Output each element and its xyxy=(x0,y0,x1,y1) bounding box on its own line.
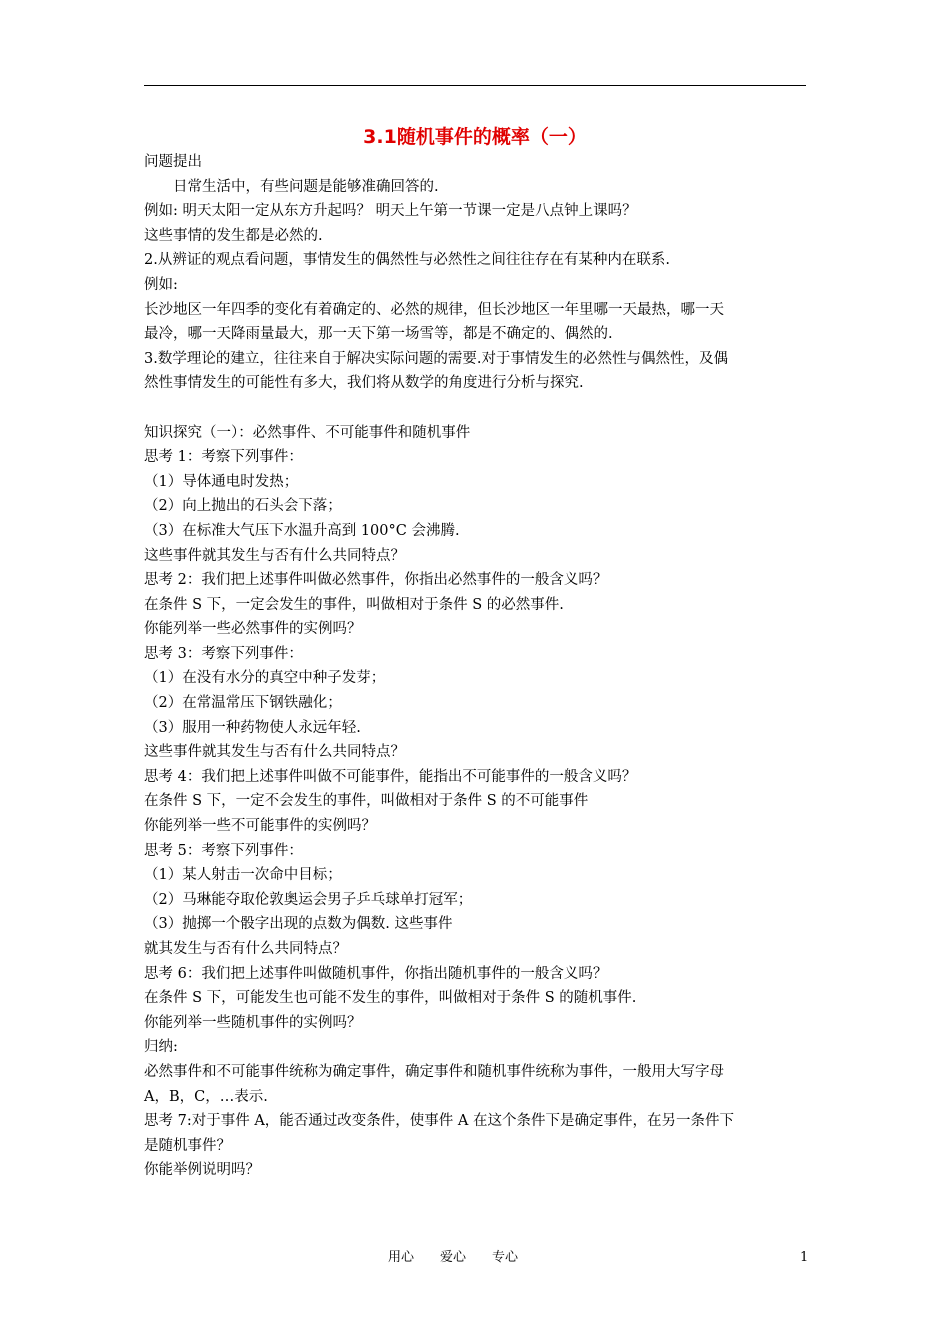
text-line: 在条件 S 下，一定会发生的事件，叫做相对于条件 S 的必然事件. xyxy=(144,596,564,613)
text-line: 归纳: xyxy=(144,1039,178,1056)
text-line: 你能列举一些不可能事件的实例吗？ xyxy=(144,818,376,835)
text-line: 你能列举一些必然事件的实例吗？ xyxy=(144,621,362,638)
text-line: 思考 1：考察下列事件： xyxy=(144,449,303,466)
text-line: 在条件 S 下，可能发生也可能不发生的事件，叫做相对于条件 S 的随机事件. xyxy=(144,990,637,1007)
text-line: 思考 2：我们把上述事件叫做必然事件，你指出必然事件的一般含义吗？ xyxy=(144,572,608,589)
text-line: 例如: xyxy=(144,276,178,293)
text-line: （3）抛掷一个骰字出现的点数为偶数. 这些事件 xyxy=(144,916,453,933)
text-line: 思考 6：我们把上述事件叫做随机事件，你指出随机事件的一般含义吗？ xyxy=(144,965,608,982)
text-line: 就其发生与否有什么共同特点？ xyxy=(144,941,347,957)
text-line: （2）马琳能夺取伦敦奥运会男子乒乓球单打冠军； xyxy=(144,891,473,908)
text-line: （1）导体通电时发热； xyxy=(144,473,299,490)
text-line: （1）在没有水分的真空中种子发芽； xyxy=(144,670,386,687)
text-line: 例如: 明天太阳一定从东方升起吗？ 明天上午第一节课一定是八点钟上课吗？ xyxy=(144,203,637,220)
header-rule xyxy=(144,85,806,86)
text-line: （3）在标准大气压下水温升高到 100°C 会沸腾. xyxy=(144,522,460,539)
text-line: 思考 5：考察下列事件： xyxy=(144,842,303,859)
text-line: 你能举例说明吗？ xyxy=(144,1162,260,1179)
text-line: 你能列举一些随机事件的实例吗？ xyxy=(144,1014,362,1031)
text-line: 这些事件就其发生与否有什么共同特点？ xyxy=(144,744,405,761)
text-line: 这些事情的发生都是必然的. xyxy=(144,227,323,244)
footer-motto: 用心 爱心 专心 xyxy=(388,1250,519,1265)
text-line: 思考 7:对于事件 A，能否通过改变条件，使事件 A 在这个条件下是确定事件，在另一条件下 xyxy=(144,1113,734,1130)
text-line: （3）服用一种药物使人永远年轻. xyxy=(144,719,361,736)
text-line: 知识探究（一）：必然事件、不可能事件和随机事件 xyxy=(144,424,471,441)
text-line: （2）在常温常压下钢铁融化； xyxy=(144,695,342,712)
text-line: 问题提出 xyxy=(144,154,202,170)
text-line: （1）某人射击一次命中目标； xyxy=(144,867,342,884)
text-line: 是随机事件？ xyxy=(144,1137,231,1154)
text-line: 然性事情发生的可能性有多大，我们将从数学的角度进行分析与探究. xyxy=(144,375,584,392)
text-line: （2）向上抛出的石头会下落； xyxy=(144,498,342,515)
text-line: 2.从辨证的观点看问题，事情发生的偶然性与必然性之间往往存在有某种内在联系. xyxy=(144,252,670,269)
text-line: 3.数学理论的建立，往往来自于解决实际问题的需要.对于事情发生的必然性与偶然性，及偶 xyxy=(144,350,728,367)
text-line: 日常生活中，有些问题是能够准确回答的. xyxy=(144,178,439,195)
text-line: 思考 4：我们把上述事件叫做不可能事件，能指出不可能事件的一般含义吗？ xyxy=(144,768,637,785)
text-line: 必然事件和不可能事件统称为确定事件，确定事件和随机事件统称为事件，一般用大写字母 xyxy=(144,1063,724,1080)
page-number: 1 xyxy=(800,1250,809,1265)
text-line: 最冷，哪一天降雨量最大，那一天下第一场雪等，都是不确定的、偶然的. xyxy=(144,326,613,343)
body-text xyxy=(144,150,808,1183)
text-line: 在条件 S 下，一定不会发生的事件，叫做相对于条件 S 的不可能事件 xyxy=(144,793,589,810)
text-line: 这些事件就其发生与否有什么共同特点？ xyxy=(144,547,405,564)
text-line: 思考 3：考察下列事件： xyxy=(144,645,303,662)
text-line: 长沙地区一年四季的变化有着确定的、必然的规律，但长沙地区一年里哪一天最热，哪一天 xyxy=(144,301,724,318)
blank-line xyxy=(144,396,808,421)
page-title: 3.1随机事件的概率（一） xyxy=(363,126,587,148)
text-line: A，B，C，…表示. xyxy=(144,1088,268,1105)
